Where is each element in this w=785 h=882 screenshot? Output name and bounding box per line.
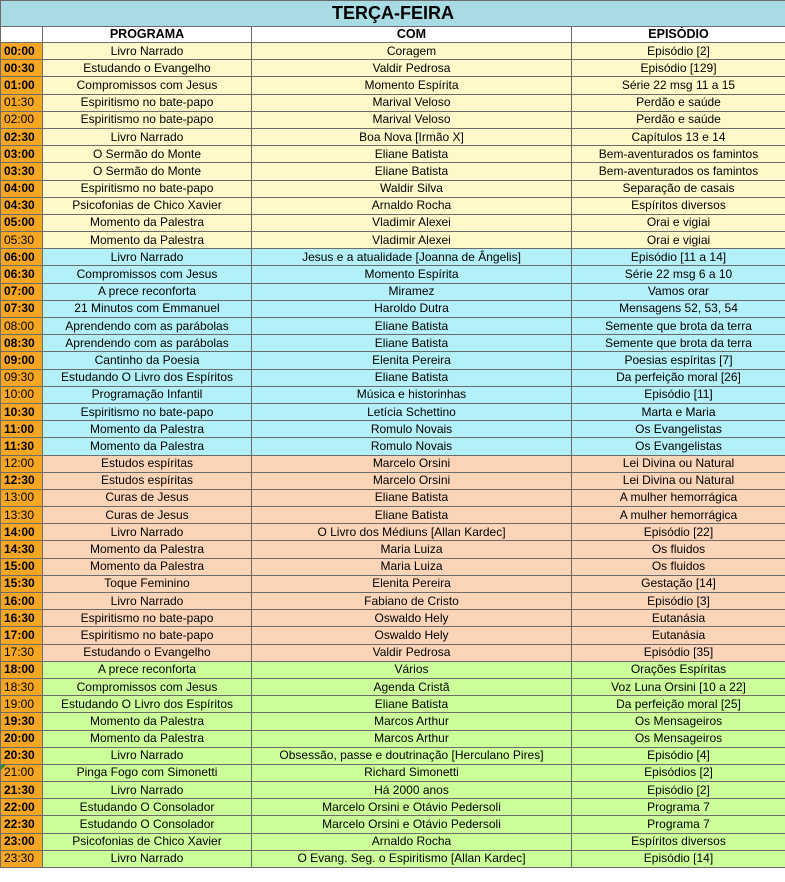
com-cell[interactable]: Maria Luiza [252,558,572,575]
programa-cell[interactable]: 21 Minutos com Emmanuel [43,300,252,317]
time-cell[interactable] [1,850,43,867]
programa-cell[interactable]: Estudando o Evangelho [43,644,252,661]
programa-cell[interactable]: A prece reconforta [43,661,252,678]
time-cell[interactable] [1,335,43,352]
time-label: 07:00 [4,284,35,299]
schedule-row [1,386,785,403]
time-label: 15:00 [4,559,35,574]
episodio-cell[interactable]: Orações Espíritas [572,661,785,678]
time-label: 20:00 [4,731,35,746]
schedule-row [1,421,785,438]
episodio-cell[interactable]: Capítulos 13 e 14 [572,128,785,145]
com-cell[interactable]: O Livro dos Médiuns [Allan Kardec] [252,524,572,541]
time-label: 19:00 [4,696,35,711]
time-label: 11:30 [4,438,35,453]
com-cell[interactable]: Marcos Arthur [252,713,572,730]
time-cell[interactable] [1,111,43,128]
time-cell[interactable] [1,197,43,214]
time-cell[interactable] [1,696,43,713]
header-com[interactable]: COM [252,27,572,43]
time-label: 12:00 [4,456,35,471]
time-cell[interactable] [1,678,43,695]
com-cell[interactable]: Maria Luiza [252,541,572,558]
episodio-cell[interactable]: Episódio [35] [572,644,785,661]
com-cell[interactable]: Marival Veloso [252,111,572,128]
episodio-cell[interactable]: Os fluidos [572,541,785,558]
com-cell[interactable]: Miramez [252,283,572,300]
com-cell[interactable]: Arnaldo Rocha [252,197,572,214]
time-cell[interactable] [1,816,43,833]
com-cell[interactable]: Eliane Batista [252,163,572,180]
com-cell[interactable]: Eliane Batista [252,696,572,713]
time-cell[interactable] [1,60,43,77]
episodio-cell[interactable]: Programa 7 [572,816,785,833]
episodio-cell[interactable]: Lei Divina ou Natural [572,455,785,472]
episodio-cell[interactable]: Eutanásia [572,627,785,644]
schedule-row [1,816,785,833]
com-cell[interactable]: Vladimir Alexei [252,232,572,249]
time-cell[interactable] [1,146,43,163]
time-label: 03:30 [4,163,35,178]
com-cell[interactable]: Valdir Pedrosa [252,644,572,661]
time-label: 11:00 [4,421,35,436]
schedule-row [1,610,785,627]
programa-cell[interactable]: Momento da Palestra [43,713,252,730]
com-cell[interactable]: Eliane Batista [252,507,572,524]
com-cell[interactable]: Boa Nova [Irmão X] [252,128,572,145]
programa-cell[interactable]: Estudos espíritas [43,472,252,489]
com-cell[interactable]: Eliane Batista [252,146,572,163]
time-cell[interactable] [1,610,43,627]
schedule-row [1,799,785,816]
com-cell[interactable]: Marcelo Orsini [252,455,572,472]
com-cell[interactable]: Romulo Novais [252,438,572,455]
time-cell[interactable] [1,661,43,678]
schedule-row [1,369,785,386]
programa-cell[interactable]: Livro Narrado [43,747,252,764]
schedule-row [1,558,785,575]
time-cell[interactable] [1,94,43,111]
time-label: 15:30 [4,576,35,591]
schedule-row [1,644,785,661]
programa-cell[interactable]: Livro Narrado [43,249,252,266]
episodio-cell[interactable]: Vamos orar [572,283,785,300]
programa-cell[interactable]: Pinga Fogo com Simonetti [43,764,252,781]
com-cell[interactable]: Waldir Silva [252,180,572,197]
episodio-cell[interactable]: Gestação [14] [572,575,785,592]
programa-cell[interactable]: Livro Narrado [43,782,252,799]
time-cell[interactable] [1,300,43,317]
time-cell[interactable] [1,403,43,420]
episodio-cell[interactable]: A mulher hemorrágica [572,507,785,524]
programa-cell[interactable]: Psicofonias de Chico Xavier [43,833,252,850]
time-cell[interactable] [1,524,43,541]
episodio-cell[interactable]: Orai e vigiai [572,214,785,231]
programa-cell[interactable]: Toque Feminino [43,575,252,592]
programa-cell[interactable]: Momento da Palestra [43,214,252,231]
programa-cell[interactable]: Livro Narrado [43,593,252,610]
schedule-row [1,163,785,180]
time-cell[interactable] [1,318,43,335]
com-cell[interactable]: Elenita Pereira [252,352,572,369]
com-cell[interactable]: O Evang. Seg. o Espiritismo [Allan Kardec] [252,850,572,867]
episodio-cell[interactable]: Bem-aventurados os famintos [572,163,785,180]
com-cell[interactable]: Eliane Batista [252,335,572,352]
episodio-cell[interactable]: Os Evangelistas [572,438,785,455]
time-cell[interactable] [1,833,43,850]
schedule-row [1,661,785,678]
schedule-row [1,593,785,610]
time-cell[interactable] [1,214,43,231]
time-cell[interactable] [1,386,43,403]
schedule-row [1,266,785,283]
schedule-row [1,214,785,231]
schedule-row [1,730,785,747]
time-cell[interactable] [1,266,43,283]
schedule-row [1,489,785,506]
com-cell[interactable]: Eliane Batista [252,318,572,335]
schedule-row [1,335,785,352]
title-row [1,1,785,27]
time-label: 18:00 [4,662,35,677]
programa-cell[interactable]: Momento da Palestra [43,438,252,455]
com-cell[interactable]: Richard Simonetti [252,764,572,781]
time-label: 21:00 [4,765,35,780]
schedule-row [1,764,785,781]
time-label: 10:00 [4,387,35,402]
episodio-cell[interactable]: Episódio [4] [572,747,785,764]
time-label: 14:00 [4,524,35,539]
schedule-rows [1,43,785,868]
time-label: 09:30 [4,370,35,385]
time-label: 05:00 [4,215,35,230]
schedule-row [1,180,785,197]
com-cell[interactable]: Vários [252,661,572,678]
episodio-cell[interactable]: Perdão e saúde [572,94,785,111]
schedule-row [1,696,785,713]
episodio-cell[interactable]: A mulher hemorrágica [572,489,785,506]
time-label: 08:30 [4,335,35,350]
schedule-row [1,850,785,867]
episodio-cell[interactable]: Da perfeição moral [25] [572,696,785,713]
time-label: 21:30 [4,782,35,797]
time-label: 13:30 [4,507,35,522]
episodio-cell[interactable]: Episódio [14] [572,850,785,867]
programa-cell[interactable]: Espiritismo no bate-papo [43,111,252,128]
time-label: 19:30 [4,713,35,728]
episodio-cell[interactable]: Da perfeição moral [26] [572,369,785,386]
com-cell[interactable]: Marcos Arthur [252,730,572,747]
day-title[interactable]: TERÇA-FEIRA [1,1,785,27]
time-label: 14:30 [4,542,35,557]
com-cell[interactable]: Agenda Cristã [252,678,572,695]
programa-cell[interactable]: Psicofonias de Chico Xavier [43,197,252,214]
schedule-row [1,318,785,335]
episodio-cell[interactable]: Mensagens 52, 53, 54 [572,300,785,317]
com-cell[interactable]: Valdir Pedrosa [252,60,572,77]
episodio-cell[interactable]: Os Evangelistas [572,421,785,438]
programa-cell[interactable]: Espiritismo no bate-papo [43,94,252,111]
time-cell[interactable] [1,764,43,781]
com-cell[interactable]: Eliane Batista [252,369,572,386]
time-label: 22:00 [4,799,35,814]
episodio-cell[interactable]: Os Mensageiros [572,713,785,730]
time-label: 00:00 [4,43,35,58]
programa-cell[interactable]: Compromissos com Jesus [43,678,252,695]
time-label: 04:30 [4,198,35,213]
episodio-cell[interactable]: Espíritos diversos [572,833,785,850]
episodio-cell[interactable]: Lei Divina ou Natural [572,472,785,489]
time-cell[interactable] [1,575,43,592]
schedule-row [1,77,785,94]
com-cell[interactable]: Fabiano de Cristo [252,593,572,610]
episodio-cell[interactable]: Perdão e saúde [572,111,785,128]
com-cell[interactable]: Oswaldo Hely [252,627,572,644]
time-label: 12:30 [4,473,35,488]
episodio-cell[interactable]: Semente que brota da terra [572,335,785,352]
header-episodio[interactable]: EPISÓDIO [572,27,785,43]
time-label: 18:30 [4,679,35,694]
episodio-cell[interactable]: Programa 7 [572,799,785,816]
programa-cell[interactable]: Momento da Palestra [43,232,252,249]
schedule-row [1,111,785,128]
time-label: 00:30 [4,60,35,75]
schedule-row [1,60,785,77]
programa-cell[interactable]: Estudando O Livro dos Espíritos [43,369,252,386]
time-label: 06:30 [4,267,35,282]
com-cell[interactable]: Momento Espírita [252,266,572,283]
schedule-row [1,128,785,145]
programa-cell[interactable]: Estudando O Consolador [43,816,252,833]
programa-cell[interactable]: Compromissos com Jesus [43,77,252,94]
episodio-cell[interactable]: Separação de casais [572,180,785,197]
programa-cell[interactable]: Espiritismo no bate-papo [43,627,252,644]
time-cell[interactable] [1,43,43,60]
time-cell[interactable] [1,369,43,386]
time-cell[interactable] [1,163,43,180]
episodio-cell[interactable]: Episódio [3] [572,593,785,610]
time-cell[interactable] [1,249,43,266]
episodio-cell[interactable]: Espíritos diversos [572,197,785,214]
programa-cell[interactable]: Livro Narrado [43,43,252,60]
episodio-cell[interactable]: Série 22 msg 6 a 10 [572,266,785,283]
episodio-cell[interactable]: Poesias espíritas [7] [572,352,785,369]
schedule-row [1,575,785,592]
episodio-cell[interactable]: Marta e Maria [572,403,785,420]
schedule-row [1,352,785,369]
programa-cell[interactable]: Programação Infantil [43,386,252,403]
time-cell[interactable] [1,713,43,730]
time-cell[interactable] [1,455,43,472]
time-label: 01:30 [4,95,35,110]
programa-cell[interactable]: O Sermão do Monte [43,163,252,180]
com-cell[interactable]: Jesus e a atualidade [Joanna de Ângelis] [252,249,572,266]
episodio-cell[interactable]: Eutanásia [572,610,785,627]
time-label: 16:30 [4,610,35,625]
schedule-row [1,249,785,266]
time-label: 03:00 [4,146,35,161]
cell-comment-marker-icon [1,765,6,770]
time-cell[interactable] [1,782,43,799]
schedule-row [1,541,785,558]
com-cell[interactable]: Romulo Novais [252,421,572,438]
schedule-row [1,94,785,111]
episodio-cell[interactable]: Bem-aventurados os famintos [572,146,785,163]
com-cell[interactable]: Letícia Schettino [252,403,572,420]
episodio-cell[interactable]: Os Mensageiros [572,730,785,747]
com-cell[interactable]: Obsessão, passe e doutrinação [Herculano Pires] [252,747,572,764]
programa-cell[interactable]: Aprendendo com as parábolas [43,335,252,352]
schedule-row [1,627,785,644]
com-cell[interactable]: Haroldo Dutra [252,300,572,317]
time-label: 20:30 [4,748,35,763]
episodio-cell[interactable]: Episódio [129] [572,60,785,77]
com-cell[interactable]: Marcelo Orsini [252,472,572,489]
com-cell[interactable]: Marcelo Orsini e Otávio Pedersoli [252,799,572,816]
schedule-row [1,678,785,695]
time-label: 06:00 [4,249,35,264]
programa-cell[interactable]: Estudando O Livro dos Espíritos [43,696,252,713]
programa-cell[interactable]: Cantinho da Poesia [43,352,252,369]
com-cell[interactable]: Marival Veloso [252,94,572,111]
time-cell[interactable] [1,489,43,506]
programa-cell[interactable]: Momento da Palestra [43,730,252,747]
time-label: 02:30 [4,129,35,144]
com-cell[interactable]: Momento Espírita [252,77,572,94]
programa-cell[interactable]: Livro Narrado [43,850,252,867]
time-label: 17:00 [4,627,35,642]
time-cell[interactable] [1,644,43,661]
programa-cell[interactable]: Curas de Jesus [43,489,252,506]
header-programa[interactable]: PROGRAMA [43,27,252,43]
programa-cell[interactable]: Compromissos com Jesus [43,266,252,283]
time-label: 17:30 [4,645,35,660]
episodio-cell[interactable]: Episódio [11] [572,386,785,403]
time-label: 07:30 [4,301,35,316]
episodio-cell[interactable]: Orai e vigiai [572,232,785,249]
time-cell[interactable] [1,627,43,644]
com-cell[interactable]: Música e historinhas [252,386,572,403]
schedule-row [1,782,785,799]
time-label: 02:00 [4,112,35,127]
episodio-cell[interactable]: Episódio [22] [572,524,785,541]
time-cell[interactable] [1,730,43,747]
programa-cell[interactable]: Momento da Palestra [43,421,252,438]
episodio-cell[interactable]: Série 22 msg 11 a 15 [572,77,785,94]
time-label: 01:00 [4,77,35,92]
time-cell[interactable] [1,283,43,300]
time-cell[interactable] [1,128,43,145]
episodio-cell[interactable]: Episódio [11 a 14] [572,249,785,266]
com-cell[interactable]: Oswaldo Hely [252,610,572,627]
schedule-row [1,146,785,163]
programa-cell[interactable]: Momento da Palestra [43,558,252,575]
programa-cell[interactable]: Curas de Jesus [43,507,252,524]
schedule-row [1,455,785,472]
com-cell[interactable]: Arnaldo Rocha [252,833,572,850]
header-time[interactable] [1,27,43,43]
time-cell[interactable] [1,352,43,369]
programa-cell[interactable]: Estudando o Evangelho [43,60,252,77]
schedule-row [1,747,785,764]
time-label: 09:00 [4,352,35,367]
schedule-row [1,300,785,317]
schedule-row [1,197,785,214]
time-cell[interactable] [1,438,43,455]
time-label: 04:00 [4,181,35,196]
episodio-cell[interactable]: Episódio [2] [572,43,785,60]
time-label: 22:30 [4,817,35,832]
time-label: 10:30 [4,404,35,419]
schedule-row [1,507,785,524]
time-label: 23:00 [4,834,35,849]
programa-cell[interactable]: A prece reconforta [43,283,252,300]
time-cell[interactable] [1,472,43,489]
schedule-row [1,43,785,60]
time-cell[interactable] [1,180,43,197]
programa-cell[interactable]: Estudos espíritas [43,455,252,472]
com-cell[interactable]: Há 2000 anos [252,782,572,799]
time-cell[interactable] [1,747,43,764]
programa-cell[interactable]: Aprendendo com as parábolas [43,318,252,335]
schedule-row [1,472,785,489]
programa-cell[interactable]: Espiritismo no bate-papo [43,610,252,627]
time-label: 23:30 [4,851,35,866]
schedule-row [1,438,785,455]
schedule-row [1,524,785,541]
programa-cell[interactable]: Espiritismo no bate-papo [43,180,252,197]
time-cell[interactable] [1,507,43,524]
time-cell[interactable] [1,77,43,94]
schedule-row [1,283,785,300]
programa-cell[interactable]: Momento da Palestra [43,541,252,558]
episodio-cell[interactable]: Episódios [2] [572,764,785,781]
time-label: 05:30 [4,232,35,247]
programa-cell[interactable]: Livro Narrado [43,128,252,145]
schedule-row [1,713,785,730]
programa-cell[interactable]: O Sermão do Monte [43,146,252,163]
com-cell[interactable]: Eliane Batista [252,489,572,506]
episodio-cell[interactable]: Os fluidos [572,558,785,575]
schedule-row [1,833,785,850]
time-cell[interactable] [1,232,43,249]
episodio-cell[interactable]: Episódio [2] [572,782,785,799]
com-cell[interactable]: Vladimir Alexei [252,214,572,231]
time-label: 08:00 [4,318,35,333]
time-cell[interactable] [1,593,43,610]
schedule-row [1,232,785,249]
com-cell[interactable]: Coragem [252,43,572,60]
programa-cell[interactable]: Espiritismo no bate-papo [43,403,252,420]
programa-cell[interactable]: Livro Narrado [43,524,252,541]
episodio-cell[interactable]: Voz Luna Orsini [10 a 22] [572,678,785,695]
header-row [1,27,785,43]
time-cell[interactable] [1,799,43,816]
time-cell[interactable] [1,541,43,558]
time-cell[interactable] [1,558,43,575]
com-cell[interactable]: Elenita Pereira [252,575,572,592]
com-cell[interactable]: Marcelo Orsini e Otávio Pedersoli [252,816,572,833]
time-label: 13:00 [4,490,35,505]
time-label: 16:00 [4,593,35,608]
schedule-row [1,403,785,420]
episodio-cell[interactable]: Semente que brota da terra [572,318,785,335]
programa-cell[interactable]: Estudando O Consolador [43,799,252,816]
time-cell[interactable] [1,421,43,438]
